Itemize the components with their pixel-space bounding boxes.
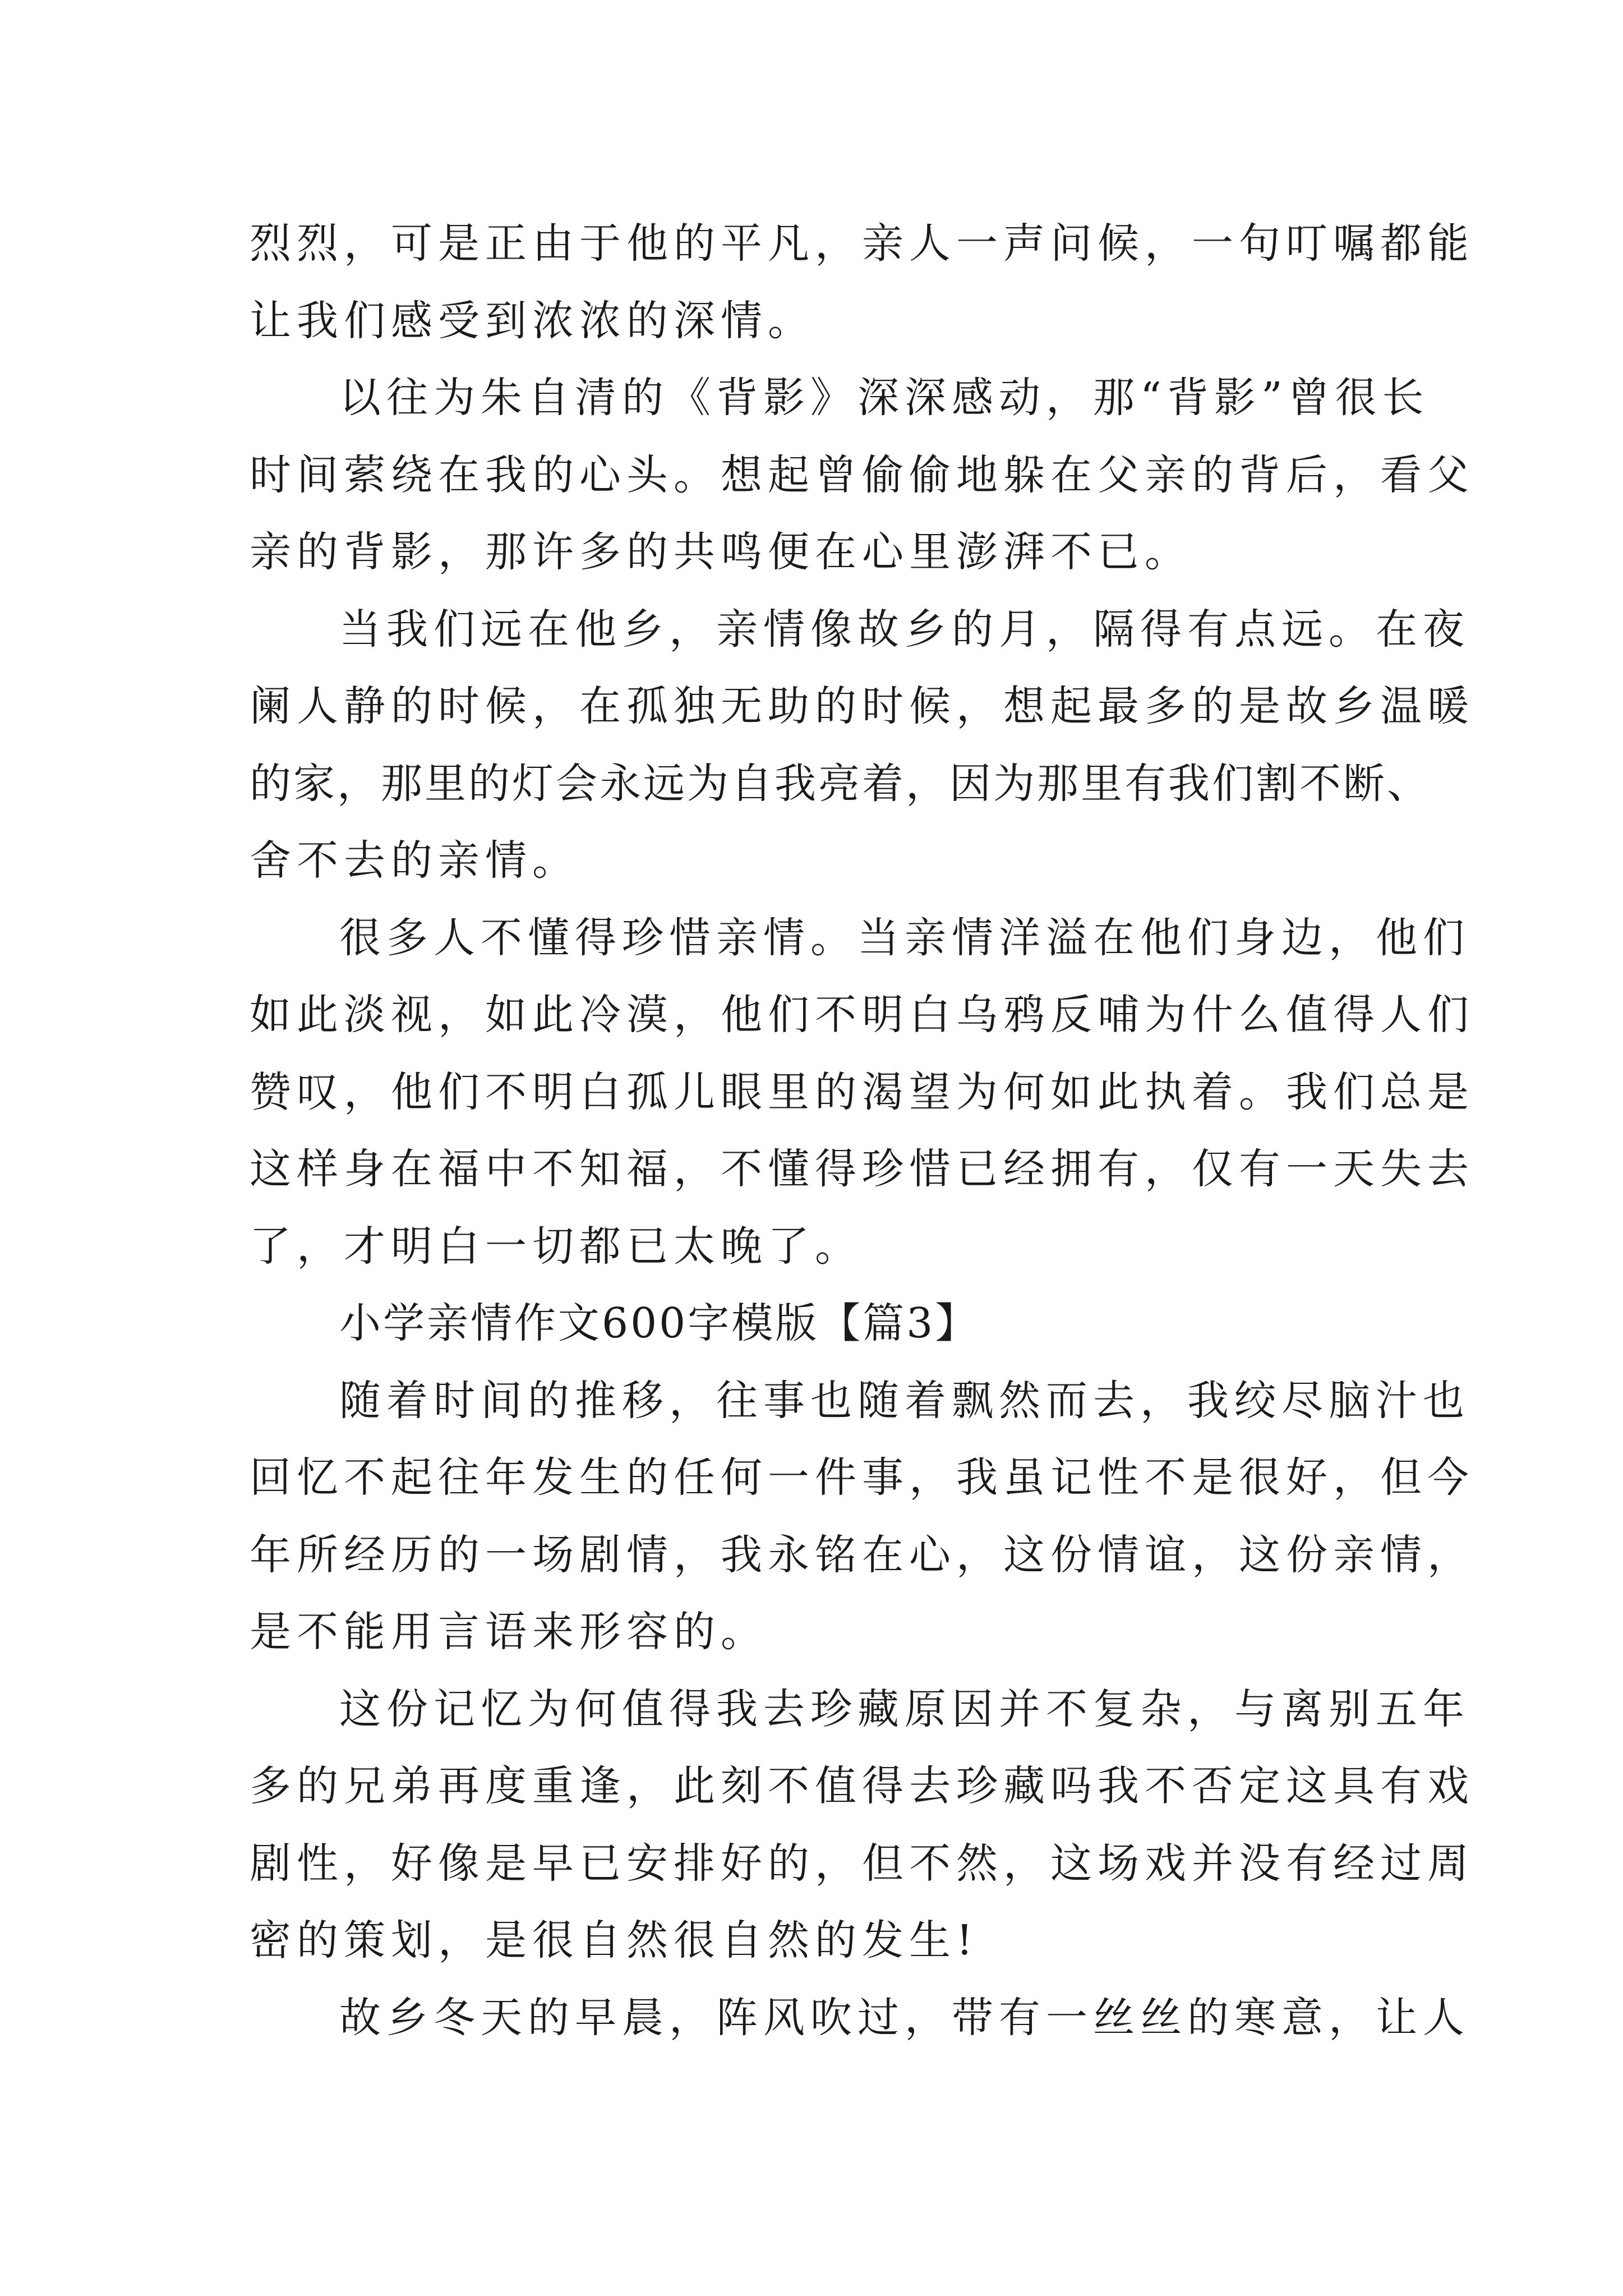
paragraph-first-line: 以往为朱自清的《背影》深深感动，那“背影”曾很长 <box>339 374 1430 422</box>
body-text <box>250 205 1474 2056</box>
paragraph-first-line: 这份记忆为何值得我去珍藏原因并不复杂，与离别五年 <box>339 1685 1470 1733</box>
text-line: 剧性，好像是早已安排好的，但不然，这场戏并没有经过周 <box>250 1839 1474 1888</box>
paragraph-first-line: 很多人不懂得珍惜亲情。当亲情洋溢在他们身边，他们 <box>339 913 1470 962</box>
text-line: 赞叹，他们不明白孤儿眼里的渴望为何如此执着。我们总是 <box>250 1068 1474 1116</box>
text-line: 密的策划，是很自然很自然的发生! <box>250 1916 979 1964</box>
text-line: 如此淡视，如此冷漠，他们不明白乌鸦反哺为什么值得人们 <box>250 991 1474 1039</box>
text-line: 是不能用言语来形容的。 <box>250 1608 768 1656</box>
text-line: 年所经历的一场剧情，我永铭在心，这份情谊，这份亲情， <box>250 1530 1474 1579</box>
paragraph-first-line: 随着时间的推移，往事也随着飘然而去，我绞尽脑汁也 <box>339 1376 1470 1425</box>
text-line: 这样身在福中不知福，不懂得珍惜已经拥有，仅有一天失去 <box>250 1145 1474 1193</box>
paragraph-first-line: 故乡冬天的早晨，阵风吹过，带有一丝丝的寒意，让人 <box>339 1993 1470 2042</box>
text-line: 多的兄弟再度重逢，此刻不值得去珍藏吗我不否定这具有戏 <box>250 1762 1474 1810</box>
text-line: 回忆不起往年发生的任何一件事，我虽记性不是很好，但今 <box>250 1453 1474 1502</box>
text-line: 了，才明白一切都已太晚了。 <box>250 1222 862 1271</box>
text-line: 的家，那里的灯会永远为自我亮着，因为那里有我们割不断、 <box>250 759 1431 808</box>
text-line: 烈烈，可是正由于他的平凡，亲人一声问候，一句叮嘱都能 <box>250 219 1474 268</box>
text-line: 舍不去的亲情。 <box>250 836 579 885</box>
text-line: 让我们感受到浓浓的深情。 <box>250 296 815 345</box>
text-line: 阑人静的时候，在孤独无助的时候，想起最多的是故乡温暖 <box>250 682 1474 730</box>
paragraph-first-line: 当我们远在他乡，亲情像故乡的月，隔得有点远。在夜 <box>339 605 1470 654</box>
text-line: 亲的背影，那许多的共鸣便在心里澎湃不已。 <box>250 528 1192 576</box>
text-line: 时间萦绕在我的心头。想起曾偷偷地躲在父亲的背后，看父 <box>250 450 1474 499</box>
section-heading: 小学亲情作文600字模版【篇3】 <box>339 1299 979 1347</box>
